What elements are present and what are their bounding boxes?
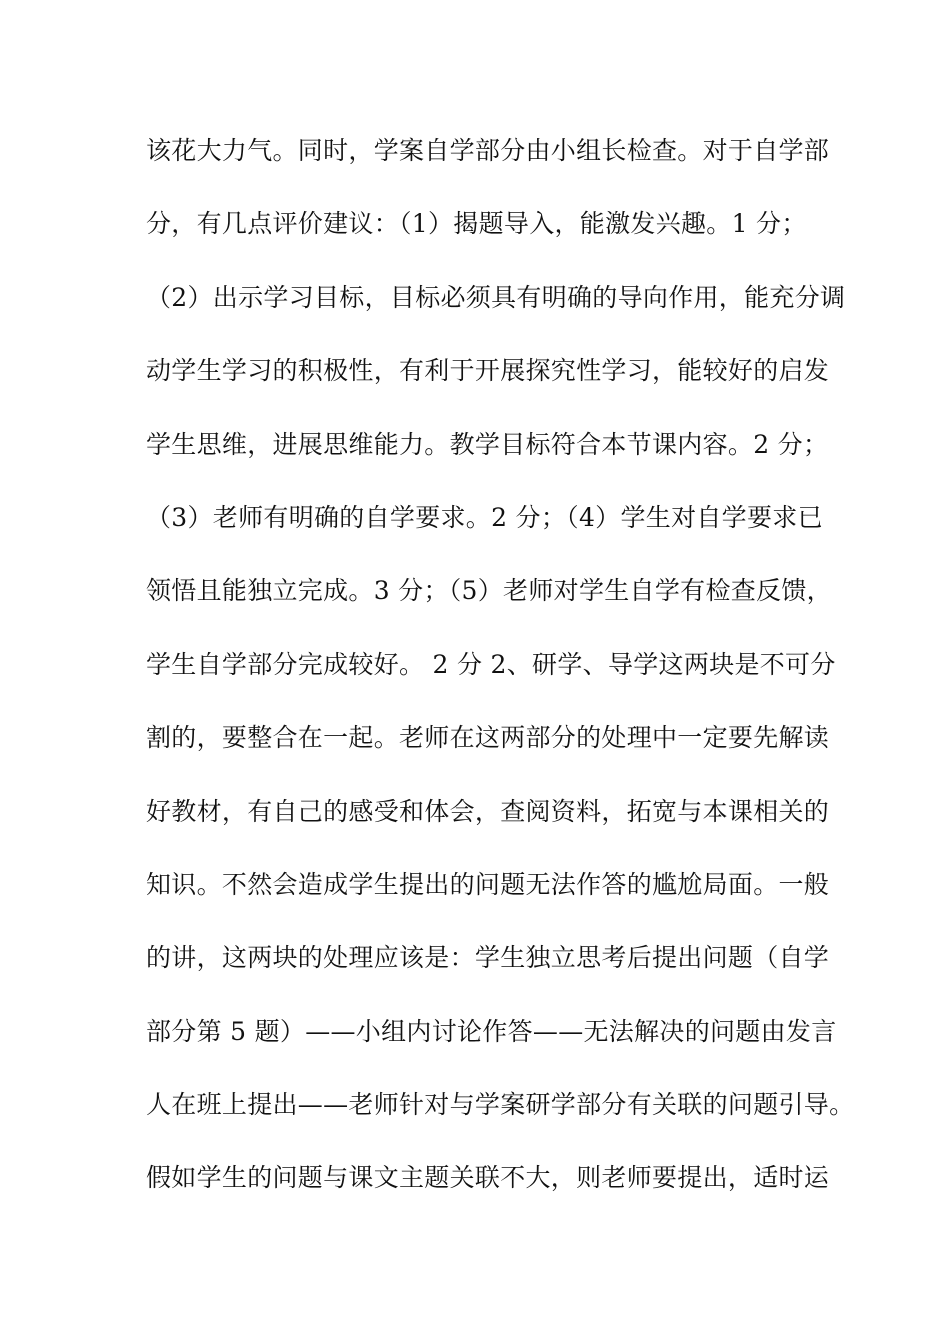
text-line: 学生自学部分完成较好。 2 分 2、研学、导学这两块是不可分 <box>146 649 836 679</box>
text-line: （2）出示学习目标，目标必须具有明确的导向作用，能充分调 <box>146 282 846 312</box>
body-text <box>146 126 855 1227</box>
text-line: 好教材，有自己的感受和体会，查阅资料，拓宽与本课相关的 <box>146 796 830 826</box>
text-line: 的讲，这两块的处理应该是：学生独立思考后提出问题（自学 <box>146 943 830 973</box>
text-line: 人在班上提出——老师针对与学案研学部分有关联的问题引导。 <box>146 1090 855 1120</box>
text-line: 分，有几点评价建议：（1）揭题导入，能激发兴趣。1 分； <box>146 209 807 239</box>
text-line: 假如学生的问题与课文主题关联不大，则老师要提出，适时运 <box>146 1163 830 1193</box>
text-line: 部分第 5 题）——小组内讨论作答——无法解决的问题由发言 <box>146 1016 837 1046</box>
text-line: 动学生学习的积极性，有利于开展探究性学习，能较好的启发 <box>146 356 830 386</box>
text-line: 知识。不然会造成学生提出的问题无法作答的尴尬局面。一般 <box>146 869 830 899</box>
text-line: 学生思维，进展思维能力。教学目标符合本节课内容。2 分； <box>146 429 829 459</box>
text-line: 割的，要整合在一起。老师在这两部分的处理中一定要先解读 <box>146 723 830 753</box>
text-line: 该花大力气。同时，学案自学部分由小组长检查。对于自学部 <box>146 136 830 165</box>
text-line: 领悟且能独立完成。3 分；（5）老师对学生自学有检查反馈， <box>146 576 832 606</box>
text-line: （3）老师有明确的自学要求。2 分；（4）学生对自学要求已 <box>146 502 823 532</box>
